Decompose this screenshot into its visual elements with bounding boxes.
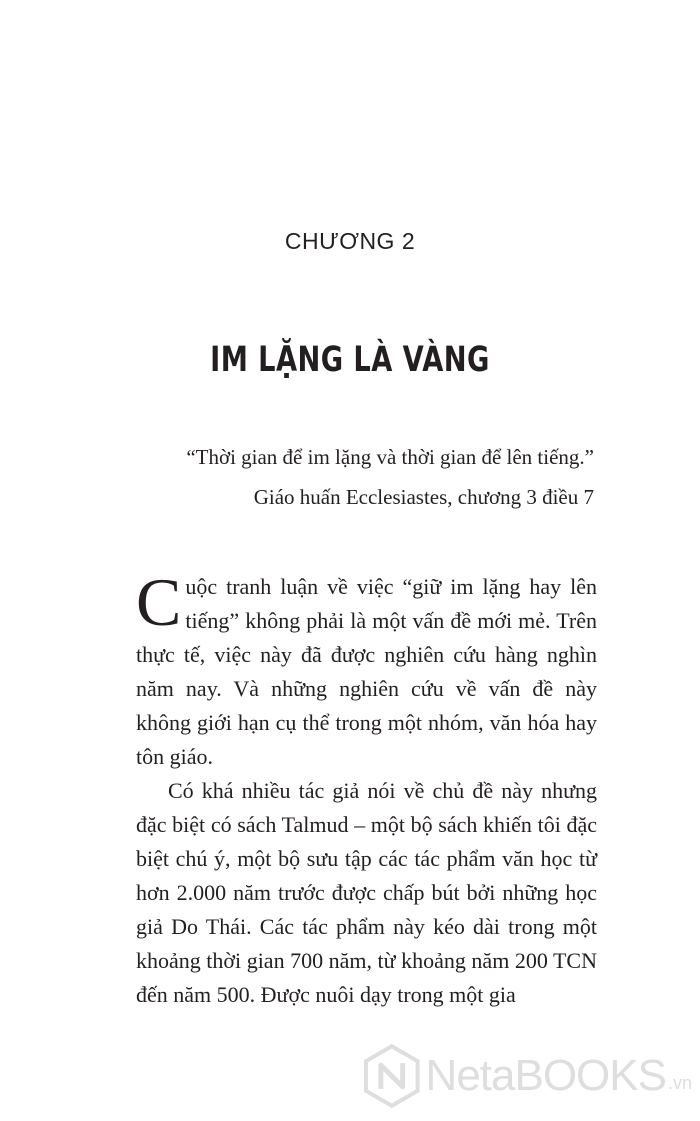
epigraph-source: Giáo huấn Ecclesiastes, chương 3 điều 7 [253,485,594,509]
netabooks-logo-icon [362,1043,422,1109]
watermark-suffix: .vn [667,1072,692,1093]
epigraph-quote: “Thời gian để im lặng và thời gian để lên tiếng.” [186,445,594,469]
body-text [136,564,597,1012]
paragraph-1 [136,564,597,774]
drop-cap: C [136,564,182,640]
chapter-title: IM LẶNG LÀ VÀNG [210,340,490,380]
watermark-brand: NetaBOOKS [425,1051,666,1100]
paragraph-2: Có khá nhiều tác giả nói về chủ đề này nhưng đặc biệt có sách Talmud – một bộ sách khiến tôi đặc biệt chú ý, một bộ sưu tập các tác phẩm văn học từ hơn 2.000 năm trước được chấp bút bởi những học giả Do Thái. Các tác phẩm này kéo dài trong một khoảng thời gian 700 năm, từ khoảng năm 200 TCN đến năm 500. Được nuôi dạy trong một gia [136,778,597,1007]
chapter-label: CHƯƠNG 2 [284,228,416,254]
watermark [362,1040,692,1112]
paragraph-1-text: uộc tranh luận về việc “giữ im lặng hay lên tiếng” không phải là một vấn đề mới mẻ. Trên thực tế, việc này đã được nghiên cứu hàng nghìn năm nay. Và những nghiên cứu về vấn đề này không giới hạn cụ thể trong một nhóm, văn hóa hay tôn giáo. [136,574,597,769]
